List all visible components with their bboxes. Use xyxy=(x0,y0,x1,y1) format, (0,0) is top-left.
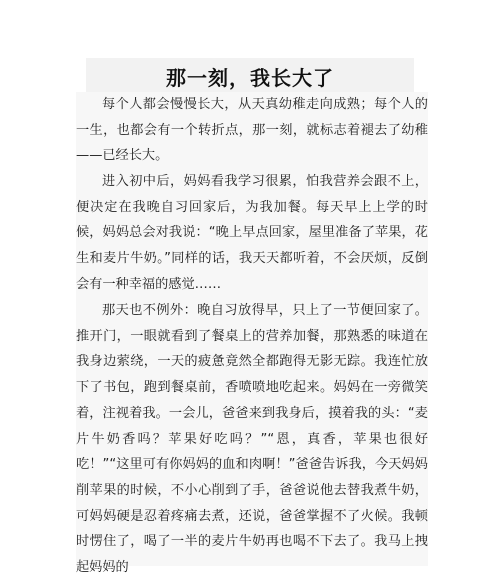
article-paragraph-1: 每个人都会慢慢长大，从天真幼稚走向成熟；每个人的一生，也都会有一个转折点，那一刻，就标志着褪去了幼稚——已经长大。 xyxy=(76,97,428,164)
article-paragraph-3: 那天也不例外：晚自习放得早，只上了一节便回家了。推开门，一眼就看到了餐桌上的营养加餐，那熟悉的味道在我身边萦绕，一天的疲惫竟然全都跑得无影无踪。我连忙放下了书包，跑到餐桌前，香喷喷地吃起来。妈妈在一旁微笑着，注视着我。一会儿，爸爸来到我身后，摸着我的头：“麦片牛奶香吗？苹果好吃吗？”“恩，真香，苹果也很好吃！”“这里可有你妈妈的血和肉啊！”爸爸告诉我，今天妈妈削苹果的时候，不小心削到了手，爸爸说他去替我煮牛奶，可妈妈硬是忍着疼痛去煮，还说，爸爸掌握不了火候。我顿时愣住了，喝了一半的麦片牛奶再也喝不下去了。我马上拽起妈妈的 xyxy=(76,303,428,576)
page-title: 那一刻，我长大了 xyxy=(166,65,334,90)
title-banner xyxy=(86,58,414,94)
article-paragraph-2: 进入初中后，妈妈看我学习很累，怕我营养会跟不上，便决定在我晚自习回家后，为我加餐。每天早上上学的时候，妈妈总会对我说：“晚上早点回家，屋里准备了苹果，花生和麦片牛奶。”同样的话，我天天都听着，不会厌烦，反倒会有一种幸福的感觉…… xyxy=(76,174,428,292)
